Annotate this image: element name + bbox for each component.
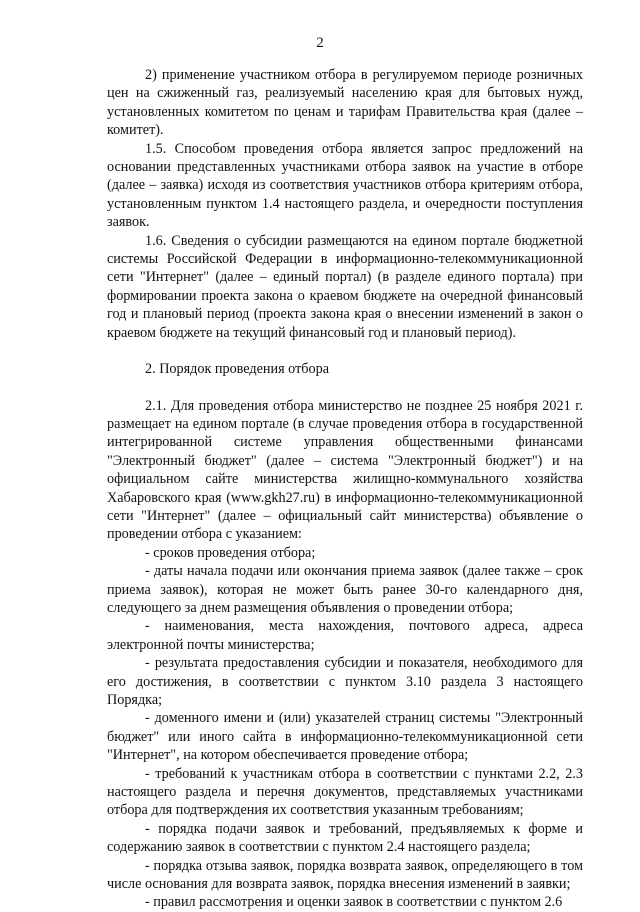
section-heading: 2. Порядок проведения отбора	[145, 361, 329, 378]
list-item-dates: - даты начала подачи или окончания приема заявок (далее также – срок приема заявок), которая не может быть ранее 30-го календарного дня, следующего за днем размещения объявления о проведении отбора;	[107, 563, 583, 616]
paragraph-1-5: 1.5. Способом проведения отбора является запрос предложений на основании представленных участниками отбора заявок на участие в отборе (далее – заявка) исходя из соответствия участников отбора критериям отбора, установленным пунктом 1.4 настоящего раздела, и очередности поступления заявок.	[107, 140, 583, 231]
list-item-withdrawal-order: - порядка отзыва заявок, порядка возврата заявок, определяющего в том числе основания для возврата заявок, порядка внесения изменений в заявки;	[107, 857, 583, 893]
paragraph-1-6: 1.6. Сведения о субсидии размещаются на едином портале бюджетной системы Российской Федерации в информационно-телекоммуникационной сети "Интернет" (далее – единый портал) (в разделе единого портала) при формировании проекта закона о краевом бюджете на очередной финансовый год и плановый период (проекта закона края о внесении изменений в закон о краевом бюджете на текущий финансовый год и плановый период).	[107, 232, 583, 341]
list-item-submission-order: - порядка подачи заявок и требований, предъявляемых к форме и содержанию заявок в соответствии с пунктом 2.4 настоящего раздела;	[107, 820, 583, 856]
paragraph-2-1: 2.1. Для проведения отбора министерство не позднее 25 ноября 2021 г. размещает на едином портале (в случае проведения отбора в государственной интегрированной системе управления общественными финансами "Электронный бюджет" (далее – система "Электронный бюджет") и на официальном сайте министерства жилищно-коммунального хозяйства Хабаровского края (www.gkh27.ru) в информационно-телекоммуникационной сети "Интернет" (далее – официальный сайт министерства) объявление о проведении отбора с указанием:	[107, 397, 583, 543]
paragraph-2-item-2: 2) применение участником отбора в регулируемом периоде розничных цен на сжиженный газ, реализуемый населению края для бытовых нужд, установленных комитетом по ценам и тарифам Правительства края (далее – комитет).	[107, 67, 583, 139]
section-spacer	[107, 342, 583, 360]
list-item-subsidy-result: - результата предоставления субсидии и показателя, необходимого для его достижения, в соответствии с пунктом 3.10 раздела 3 настоящего Порядка;	[107, 655, 583, 708]
section-spacer	[107, 379, 583, 397]
list-item-terms: - сроков проведения отбора;	[145, 544, 316, 561]
page-number: 2	[316, 35, 324, 51]
list-item-review-rules: - правил рассмотрения и оценки заявок в соответствии с пунктом 2.6	[145, 894, 563, 911]
document-body	[107, 66, 583, 912]
list-item-requirements: - требований к участникам отбора в соответствии с пунктами 2.2, 2.3 настоящего раздела и перечня документов, представляемых участниками отбора для подтверждения их соответствия указанным требованиям;	[107, 765, 583, 819]
list-item-ministry-contacts: - наименования, места нахождения, почтового адреса, адреса электронной почты министерства;	[107, 618, 583, 653]
list-item-domain-name: - доменного имени и (или) указателей страниц системы "Электронный бюджет" или иного сайта в информационно-телекоммуникационной сети "Интернет", на котором обеспечивается проведение отбора;	[107, 710, 583, 764]
